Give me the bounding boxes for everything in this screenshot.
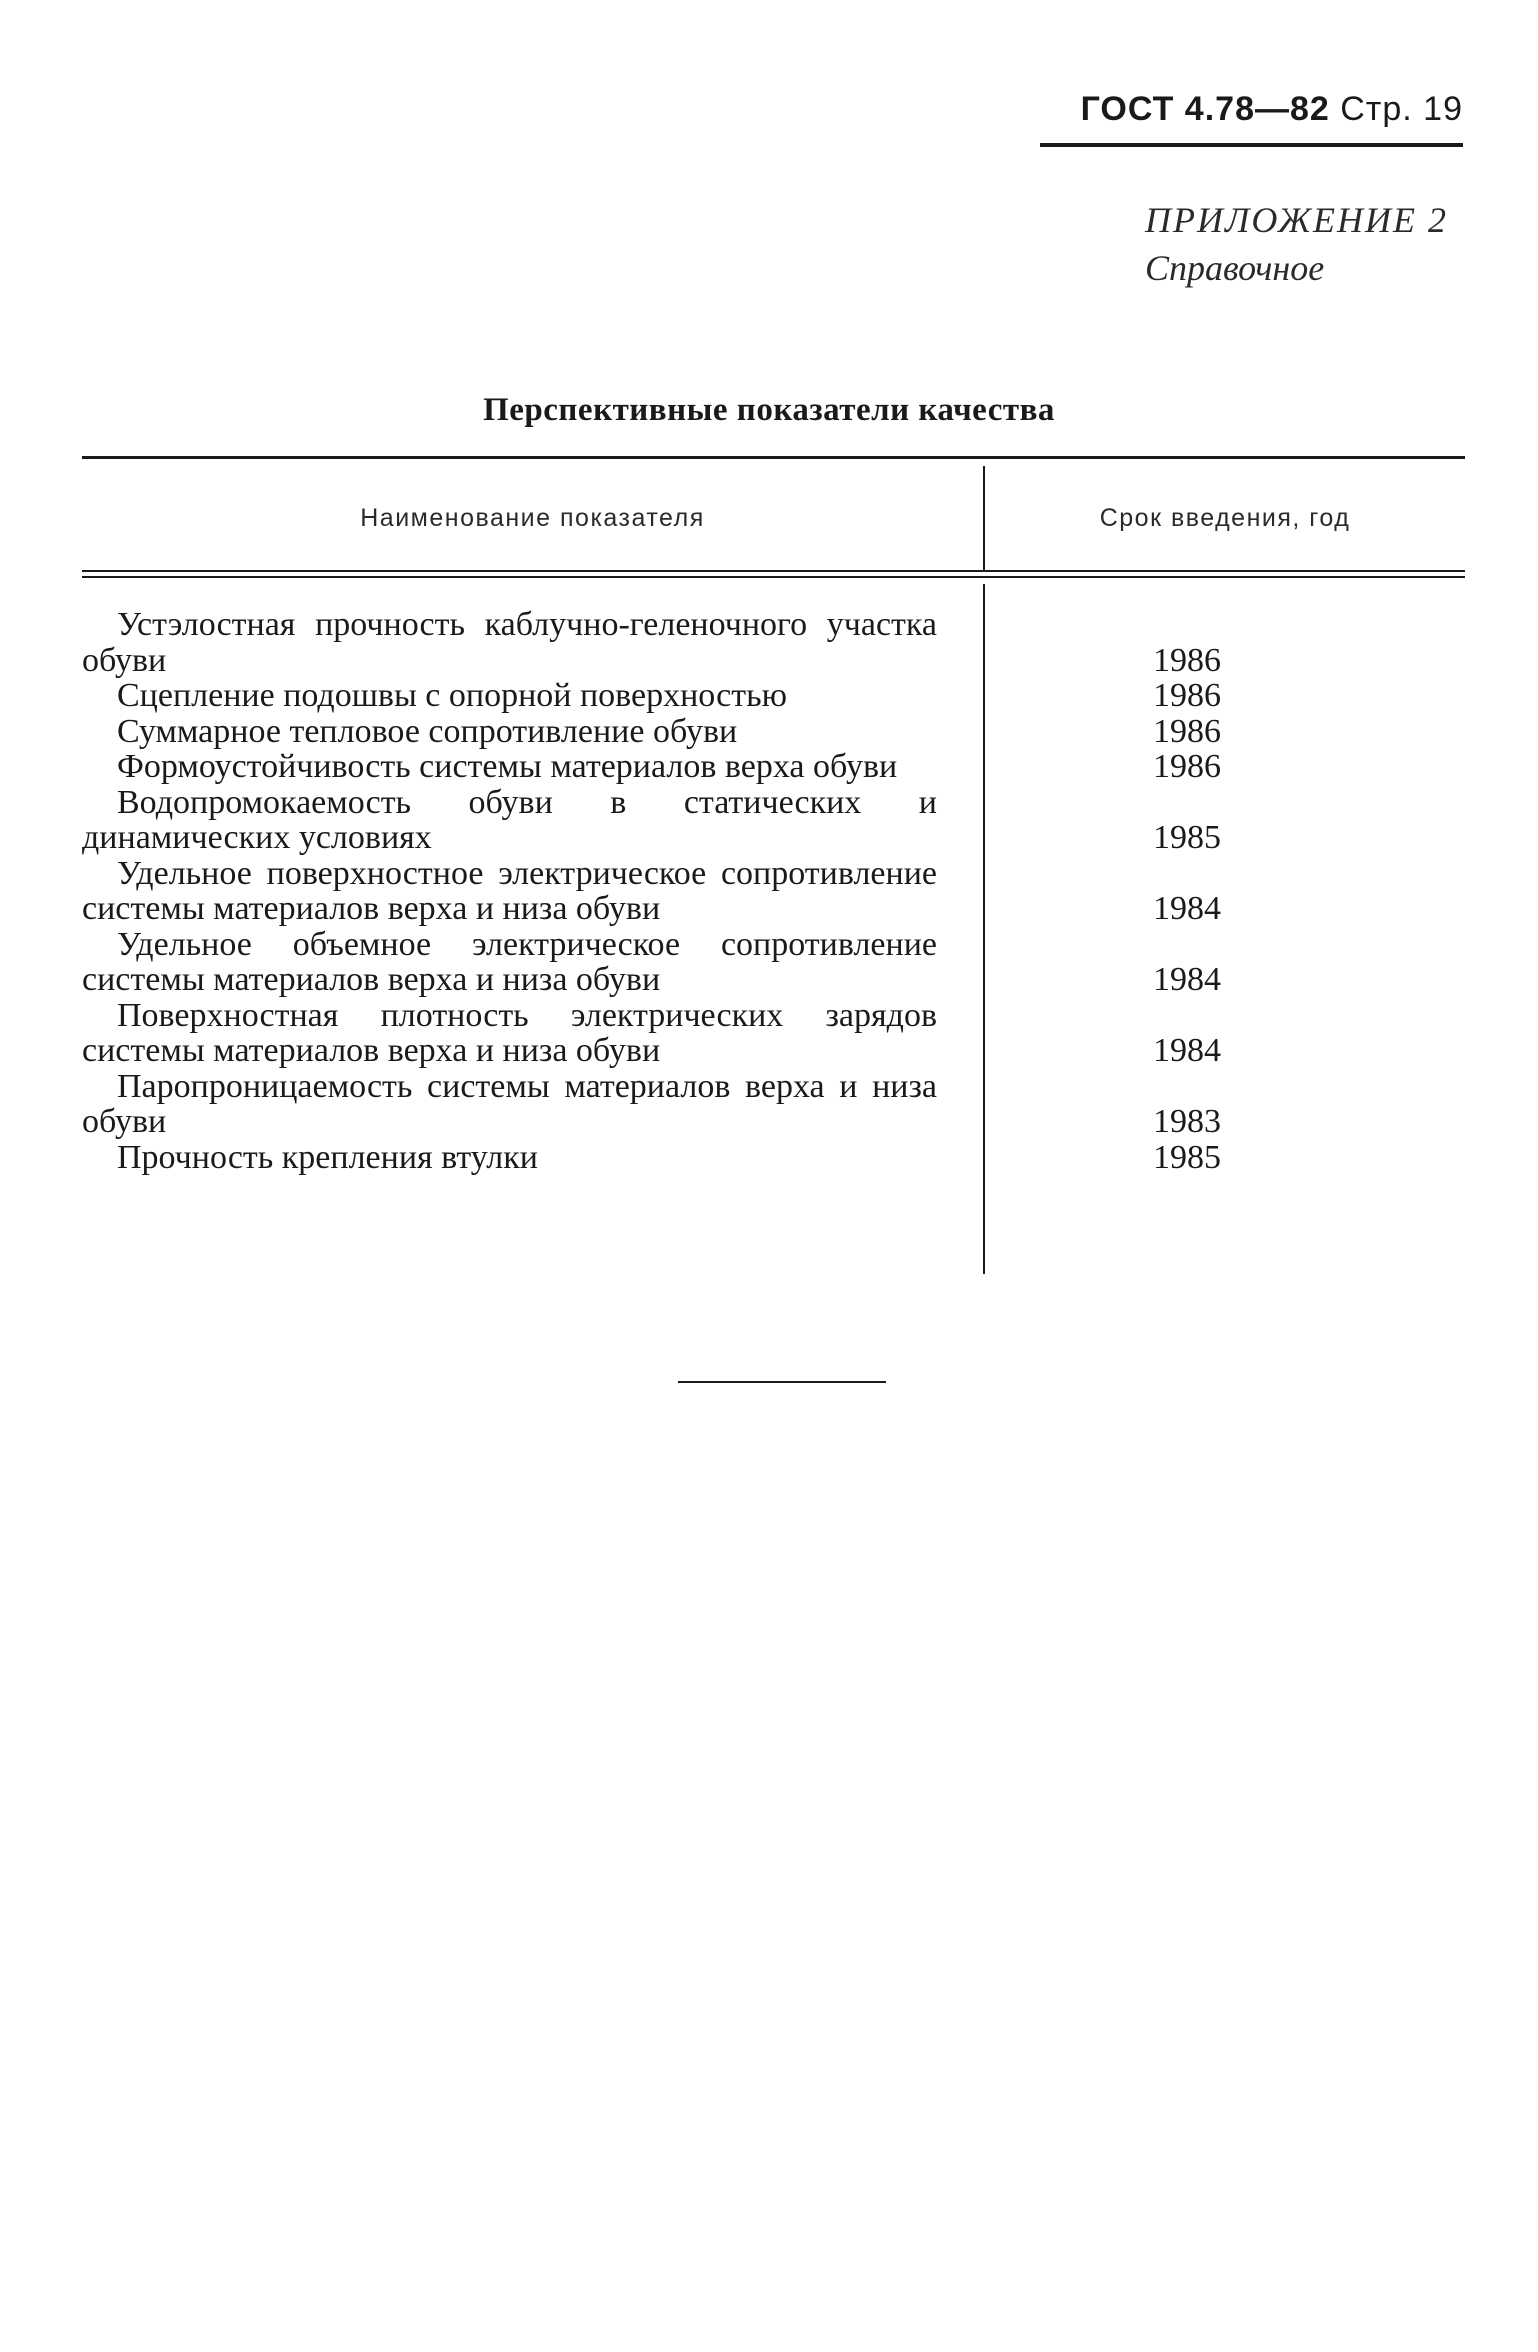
indicator-name: Формоустойчивость системы материалов верха обуви [117, 748, 898, 785]
table-row [82, 678, 1465, 714]
appendix-status: Справочное [1145, 248, 1325, 288]
indicator-year: 1985 [1153, 819, 1221, 856]
column-header-name: Наименование показателя [360, 504, 705, 532]
indicator-name: Суммарное тепловое сопротивление обуви [117, 712, 738, 750]
table-row [82, 1069, 1465, 1140]
doc-code: ГОСТ 4.78—82 [1080, 90, 1330, 128]
page-number: Стр. 19 [1340, 90, 1463, 128]
indicator-year: 1986 [1153, 641, 1221, 679]
appendix-block [1145, 196, 1465, 292]
indicator-name: Удельное поверхностное электрическое сопротивление системы материалов верха и низа обуви [82, 854, 937, 927]
table-row [82, 998, 1465, 1069]
table-row [82, 607, 1465, 678]
table-top-rule [82, 456, 1465, 459]
indicator-year: 1984 [1153, 890, 1221, 927]
table-row [82, 927, 1465, 998]
page-title: Перспективные показатели качества [483, 392, 1055, 428]
indicator-year: 1986 [1153, 712, 1221, 750]
header-rule-upper [82, 570, 1465, 572]
end-of-section-rule [678, 1381, 886, 1383]
table-row [82, 785, 1465, 856]
column-header-year: Срок введения, год [1099, 504, 1351, 532]
running-header [1040, 90, 1463, 129]
indicator-name: Сцепление подошвы с опорной поверхностью [117, 677, 788, 714]
indicator-name: Удельное объемное электрическое сопротивление системы материалов верха и низа обуви [82, 925, 937, 998]
indicator-name: Прочность крепления втулки [117, 1138, 538, 1176]
header-rule-lower [82, 576, 1465, 578]
indicator-year: 1984 [1153, 1032, 1221, 1069]
indicator-name: Водопромокаемость обуви в статических и динамических условиях [82, 783, 937, 856]
table-row [82, 1140, 1465, 1176]
quality-indicators-table [82, 456, 1465, 1276]
indicator-year: 1986 [1153, 677, 1221, 714]
appendix-label: ПРИЛОЖЕНИЕ 2 [1145, 200, 1448, 240]
table-body [82, 607, 1465, 1175]
table-row [82, 856, 1465, 927]
indicator-year: 1983 [1153, 1103, 1221, 1140]
indicator-name: Паропроницаемость системы материалов верха и низа обуви [82, 1067, 937, 1140]
indicator-name: Поверхностная плотность электрических зарядов системы материалов верха и низа обуви [82, 996, 937, 1069]
table-row [82, 714, 1465, 750]
header-rule [1040, 143, 1463, 147]
indicator-year: 1985 [1153, 1138, 1221, 1176]
table-row [82, 749, 1465, 785]
indicator-name: Устэлостная прочность каблучно-геленочного участка обуви [82, 606, 937, 679]
indicator-year: 1986 [1153, 748, 1221, 785]
indicator-year: 1984 [1153, 961, 1221, 998]
